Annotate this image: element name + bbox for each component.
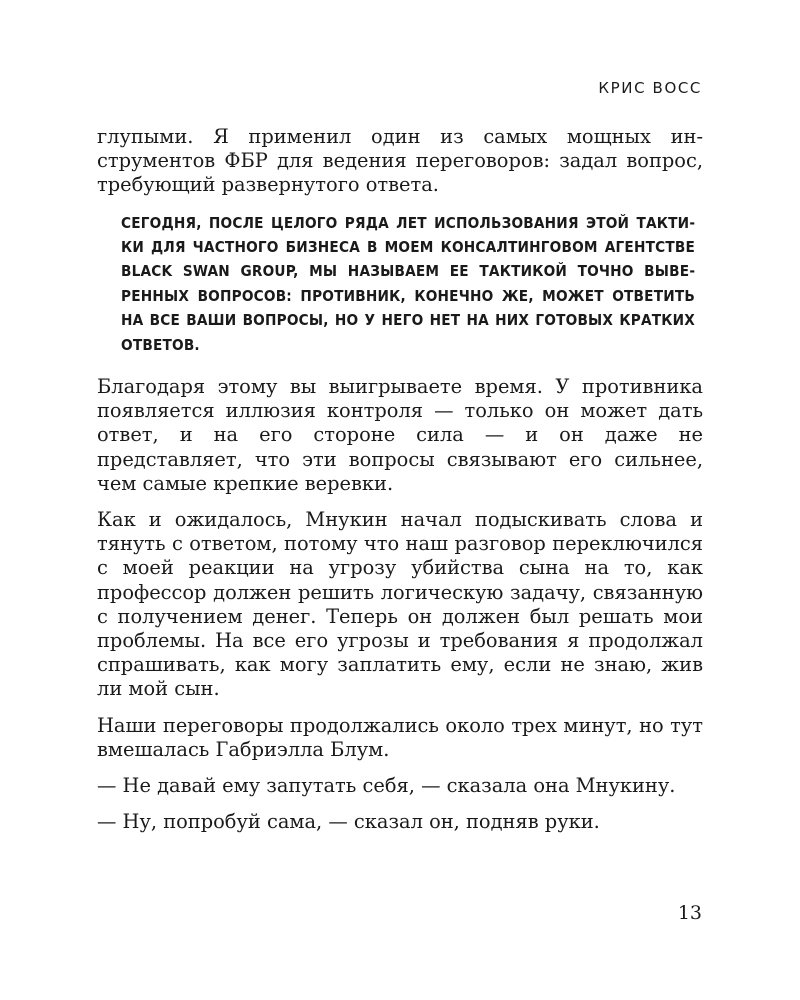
paragraph-2: Как и ожидалось, Мнукин начал подыскивать слова и тянуть с ответом, потому что наш разговор переключился с моей реакции на угрозу убийства сына на то, как профессор должен решить логическую задачу, связанную с получением денег. Теперь он должен был решать мои проблемы. На все его угрозы и требования я продолжал спрашивать, как могу заплатить ему, если не знаю, жив ли мой сын. [97,508,703,701]
page-body [97,125,703,847]
page-number: 13 [677,902,702,924]
dialogue-line-2: — Ну, попробуй сама, — сказал он, подняв руки. [97,810,600,834]
running-head: КРИС ВОСС [598,79,702,97]
dialogue-line-1: — Не давай ему запутать себя, — сказала она Мнукину. [97,774,676,798]
paragraph-intro: глупыми. Я применил один из самых мощных инструментов ФБР для ведения переговоров: задал вопрос, требующий развернутого ответа. [97,125,703,197]
paragraph-1: Благодаря этому вы выигрываете время. У противника появляется иллюзия контроля — только он может дать ответ, и на его стороне сила — и он даже не представляет, что эти вопросы связывают его сильнее, чем самые крепкие веревки. [97,375,703,495]
paragraph-3: Наши переговоры продолжались около трех минут, но тут вмешалась Габриэлла Блум. [97,713,703,761]
callout-block: СЕГОДНЯ, ПОСЛЕ ЦЕЛОГО РЯДА ЛЕТ ИСПОЛЬЗОВАНИЯ ЭТОЙ ТАКТИКИ ДЛЯ ЧАСТНОГО БИЗНЕСА В МОЕМ КОНСАЛТИНГОВОМ АГЕНТСТВЕ BLACK SWAN GROUP, МЫ НАЗЫВАЕМ ЕЕ ТАКТИКОЙ ТОЧНО ВЫВЕРЕННЫХ ВОПРОСОВ: ПРОТИВНИК, КОНЕЧНО ЖЕ, МОЖЕТ ОТВЕТИТЬ НА ВСЕ ВАШИ ВОПРОСЫ, НО У НЕГО НЕТ НА НИХ ГОТОВЫХ КРАТКИХ ОТВЕТОВ. [121,213,695,354]
